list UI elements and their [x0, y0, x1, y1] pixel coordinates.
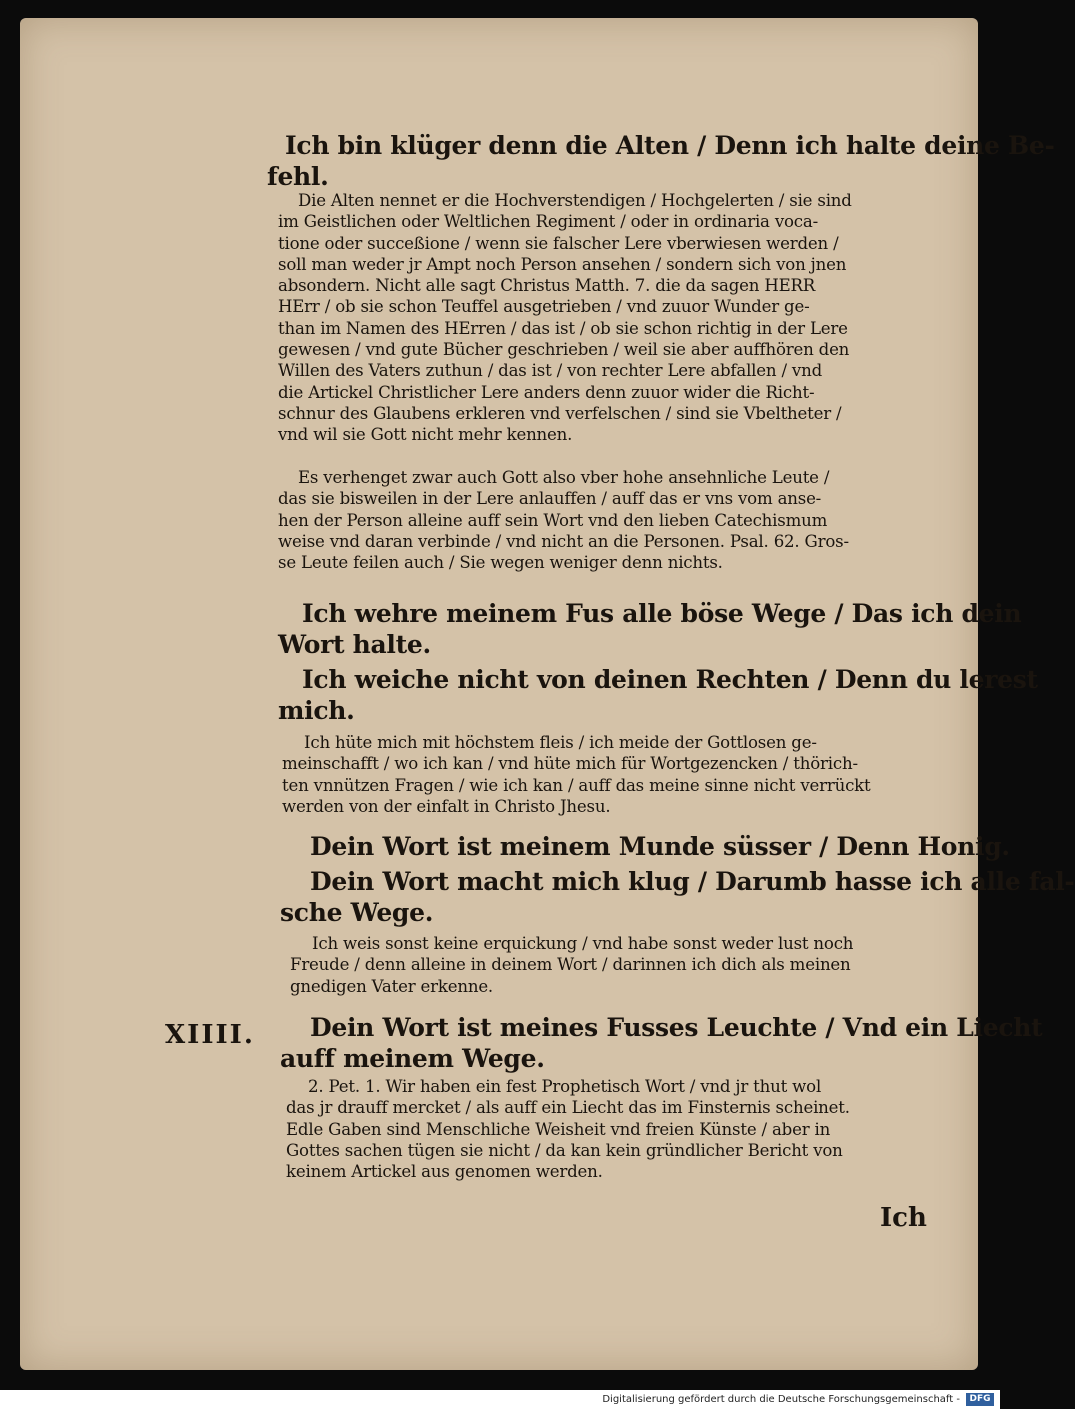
text-line: weise vnd daran verbinde / vnd nicht an die Personen. Psal. 62. Gros-: [278, 531, 849, 551]
verse-5: [280, 866, 1075, 928]
verse-2: [278, 598, 1022, 660]
text-line: Ich weis sonst keine erquickung / vnd habe sonst weder lust noch: [312, 934, 854, 953]
text-line: das jr drauff mercket / als auff ein Liecht das im Finsternis scheinet.: [286, 1098, 850, 1118]
text-line: die Artickel Christlicher Lere anders denn zuuor wider die Richt-: [278, 382, 815, 402]
text-line: schnur des Glaubens erkleren vnd verfelschen / sind sie Vbeltheter /: [278, 403, 842, 423]
text-line: auff meinem Wege.: [280, 1044, 545, 1073]
gloss-1: [278, 190, 958, 446]
text-line: keinem Artickel aus genomen werden.: [286, 1162, 603, 1182]
book-page: [20, 18, 1075, 1370]
verse-4: [310, 831, 1010, 862]
gloss-3: [282, 732, 962, 817]
catchword: Ich: [880, 1203, 927, 1233]
text-line: Ich hüte mich mit höchstem fleis / ich meide der Gottlosen ge-: [304, 733, 817, 752]
text-line: HErr / ob sie schon Teuffel ausgetrieben / vnd zuuor Wunder ge-: [278, 297, 810, 317]
text-line: ten vnnützen Fragen / wie ich kan / auff das meine sinne nicht verrückt: [282, 775, 871, 795]
text-line: Es verhenget zwar auch Gott also vber hohe ansehnliche Leute /: [298, 468, 830, 487]
text-line: Dein Wort ist meines Fusses Leuchte / Vnd ein Liecht: [310, 1013, 1043, 1042]
text-line: Die Alten nennet er die Hochverstendigen / Hochgelerten / sie sind: [298, 191, 852, 210]
marginal-numeral: XIIII.: [165, 1020, 255, 1050]
text-line: Ich wehre meinem Fus alle böse Wege / Das ich dein: [302, 599, 1022, 628]
text-line: se Leute feilen auch / Sie wegen weniger denn nichts.: [278, 553, 723, 573]
verse-6: [280, 1012, 1043, 1074]
text-line: gewesen / vnd gute Bücher geschrieben / weil sie aber auffhören den: [278, 340, 850, 360]
text-line: tione oder succeßione / wenn sie falscher Lere vberwiesen werden /: [278, 233, 839, 253]
gloss-4: [290, 933, 960, 997]
text-line: vnd wil sie Gott nicht mehr kennen.: [278, 425, 573, 445]
verse-1: [267, 130, 1055, 192]
footer-bar: [0, 1390, 1000, 1409]
text-line: mich.: [278, 696, 355, 725]
gloss-2: [278, 467, 958, 573]
text-line: Freude / denn alleine in deinem Wort / darinnen ich dich als meinen: [290, 955, 851, 975]
text-line: im Geistlichen oder Weltlichen Regiment / oder in ordinaria voca-: [278, 212, 818, 232]
text-line: sche Wege.: [280, 898, 434, 927]
text-line: Ich bin klüger denn die Alten / Denn ich halte deine Be-: [285, 131, 1055, 160]
text-line: Wort halte.: [278, 630, 431, 659]
text-line: das sie bisweilen in der Lere anlauffen / auff das er vns vom anse-: [278, 489, 822, 509]
funding-note: Digitalisierung gefördert durch die Deutsche Forschungsgemeinschaft -: [602, 1394, 960, 1405]
text-line: Edle Gaben sind Menschliche Weisheit vnd freien Künste / aber in: [286, 1119, 831, 1139]
text-line: fehl.: [267, 162, 329, 191]
gloss-5: [286, 1076, 960, 1182]
text-line: soll man weder jr Ampt noch Person ansehen / sondern sich von jnen: [278, 254, 847, 274]
dfg-logo: DFG: [966, 1393, 994, 1406]
verse-3: [278, 664, 1038, 726]
text-line: 2. Pet. 1. Wir haben ein fest Prophetisch Wort / vnd jr thut wol: [308, 1077, 822, 1096]
text-line: Dein Wort ist meinem Munde süsser / Denn Honig.: [310, 832, 1010, 861]
text-line: gnedigen Vater erkenne.: [290, 976, 494, 996]
text-line: hen der Person alleine auff sein Wort vnd den lieben Catechismum: [278, 510, 828, 530]
text-line: meinschafft / wo ich kan / vnd hüte mich für Wortgezencken / thörich-: [282, 754, 858, 774]
text-line: Willen des Vaters zuthun / das ist / von rechter Lere abfallen / vnd: [278, 361, 823, 381]
text-line: Gottes sachen tügen sie nicht / da kan kein gründlicher Bericht von: [286, 1140, 843, 1160]
text-line: werden von der einfalt in Christo Jhesu.: [282, 796, 611, 816]
text-line: absondern. Nicht alle sagt Christus Matth. 7. die da sagen HERR: [278, 276, 816, 296]
text-line: Dein Wort macht mich klug / Darumb hasse ich alle fal-: [310, 867, 1075, 896]
text-line: than im Namen des HErren / das ist / ob sie schon richtig in der Lere: [278, 318, 848, 338]
text-line: Ich weiche nicht von deinen Rechten / Denn du lerest: [302, 665, 1038, 694]
